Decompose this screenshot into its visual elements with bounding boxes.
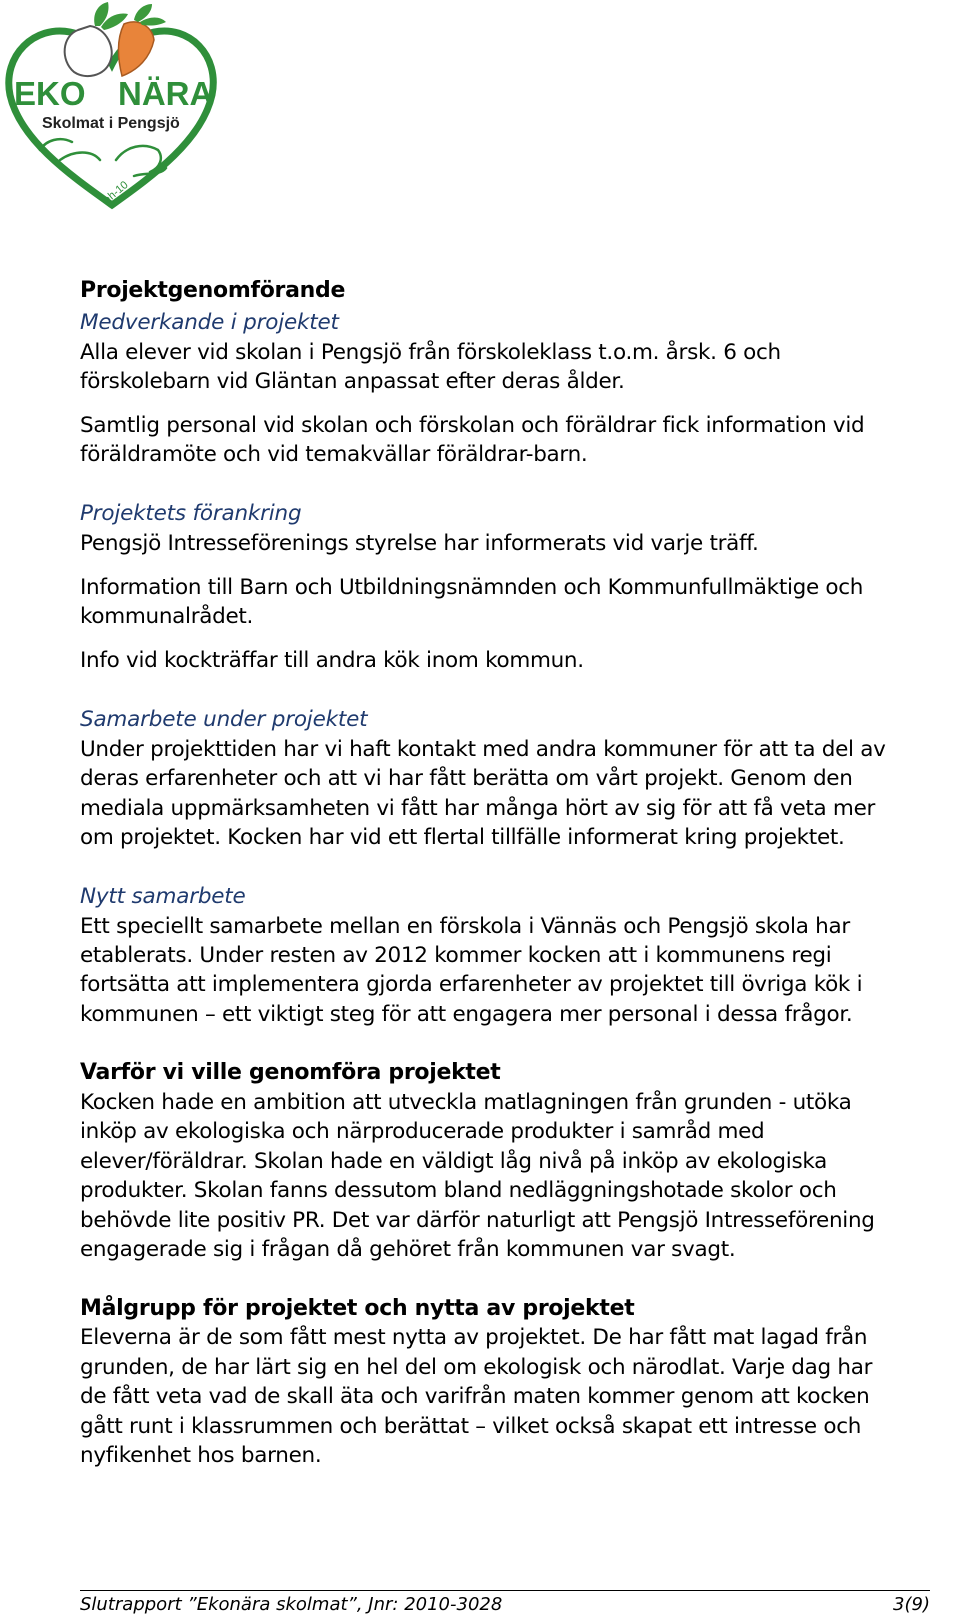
paragraph-line: om projektet. Kocken har vid ett flertal tillfälle informerat kring projektet.: [80, 825, 845, 850]
paragraph-line: Info vid kockträffar till andra kök inom kommun.: [80, 648, 584, 673]
paragraph-line: inköp av ekologiska och närproducerade produkter i samråd med: [80, 1119, 765, 1144]
paragraph-line: Ett speciellt samarbete mellan en förskola i Vännäs och Pengsjö skola har: [80, 914, 850, 939]
logo-title-left: EKO: [14, 75, 86, 112]
paragraph-line: föräldramöte och vid temakvällar föräldrar-barn.: [80, 442, 588, 467]
subheading-medverkande: Medverkande i projektet: [80, 310, 339, 335]
logo-animal-sketch: [40, 139, 166, 176]
paragraph-line: Alla elever vid skolan i Pengsjö från förskoleklass t.o.m. årsk. 6 och: [80, 340, 781, 365]
heading-projektgenomforande: Projektgenomförande: [80, 278, 346, 303]
heading-malgrupp: Målgrupp för projektet och nytta av projektet: [80, 1296, 635, 1321]
paragraph-line: grunden, de har lärt sig en hel del om ekologisk och närodlat. Varje dag har: [80, 1355, 873, 1380]
paragraph-line: kommunalrådet.: [80, 604, 254, 629]
paragraph-line: Kocken hade en ambition att utveckla matlagningen från grunden - utöka: [80, 1090, 852, 1115]
paragraph-line: deras erfarenheter och att vi har fått berätta om vårt projekt. Genom den: [80, 766, 853, 791]
paragraph-line: mediala uppmärksamheten vi fått har många hört av sig för att få veta mer: [80, 796, 876, 821]
paragraph-line: kommunen – ett viktigt steg för att engagera mer personal i dessa frågor.: [80, 1002, 853, 1027]
footer-report-title: Slutrapport ”Ekonära skolmat”, Jnr: 2010-3028: [80, 1594, 503, 1615]
paragraph-line: de fått veta vad de skall äta och varifrån maten kommer genom att kocken: [80, 1384, 870, 1409]
logo-carrot: [119, 22, 155, 76]
paragraph-line: gått runt i klassrummen och berättat – vilket också skapat ett intresse och: [80, 1414, 862, 1439]
footer-page-number: 3(9): [893, 1594, 930, 1615]
logo-signature: eh-10: [101, 178, 131, 207]
paragraph-line: behövde lite positiv PR. Det var därför naturligt att Pengsjö Intresseförening: [80, 1208, 875, 1233]
paragraph-line: etablerats. Under resten av 2012 kommer kocken att i kommunens regi: [80, 943, 832, 968]
paragraph-line: Eleverna är de som fått mest nytta av projektet. De har fått mat lagad från: [80, 1325, 868, 1350]
paragraph-line: produkter. Skolan fanns dessutom bland nedläggningshotade skolor och: [80, 1178, 837, 1203]
paragraph-line: Pengsjö Intresseförenings styrelse har informerats vid varje träff.: [80, 531, 759, 556]
paragraph-line: Under projekttiden har vi haft kontakt med andra kommuner för att ta del av: [80, 737, 886, 762]
eko-nara-logo: [0, 0, 220, 215]
page-footer: [80, 1590, 930, 1617]
subheading-nytt-samarbete: Nytt samarbete: [80, 884, 246, 909]
paragraph-line: fortsätta att implementera gjorda erfarenheter av projektet till övriga kök i: [80, 972, 863, 997]
logo-turnip: [65, 26, 112, 76]
heading-varfor: Varför vi ville genomföra projektet: [80, 1060, 501, 1085]
paragraph-line: elever/föräldrar. Skolan hade en väldigt låg nivå på inköp av ekologiska: [80, 1149, 828, 1174]
paragraph-line: förskolebarn vid Gläntan anpassat efter deras ålder.: [80, 369, 625, 394]
subheading-forankring: Projektets förankring: [80, 501, 302, 526]
paragraph-line: nyfikenhet hos barnen.: [80, 1443, 322, 1468]
paragraph-line: engagerade sig i frågan då gehöret från kommunen var svagt.: [80, 1237, 736, 1262]
logo-subtitle: Skolmat i Pengsjö: [42, 115, 180, 132]
paragraph-line: Information till Barn och Utbildningsnämnden och Kommunfullmäktige och: [80, 575, 864, 600]
paragraph-line: Samtlig personal vid skolan och förskolan och föräldrar fick information vid: [80, 413, 865, 438]
logo-title-right: NÄRA: [118, 75, 214, 112]
subheading-samarbete: Samarbete under projektet: [80, 707, 368, 732]
